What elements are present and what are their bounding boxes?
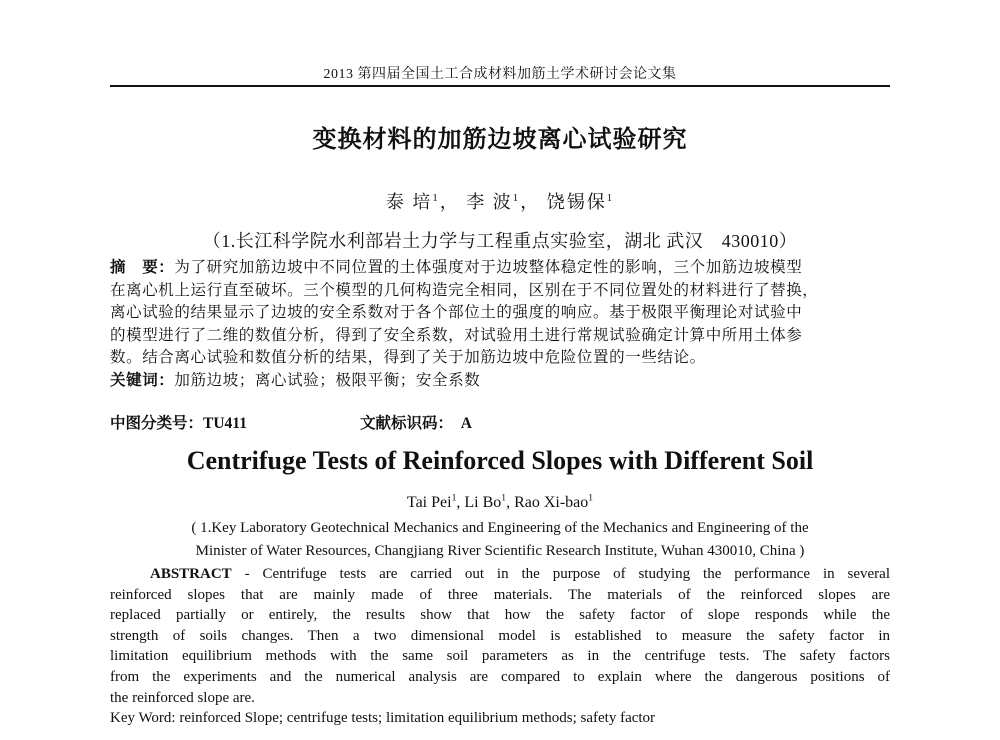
cn-keywords: 加筋边坡；离心试验；极限平衡；安全系数 bbox=[174, 371, 481, 389]
en-title: Centrifuge Tests of Reinforced Slopes with Different Soil bbox=[186, 446, 814, 475]
cn-document-code bbox=[360, 411, 472, 433]
en-author-3: Rao Xi-bao bbox=[514, 494, 589, 511]
en-keywords bbox=[110, 710, 655, 727]
cn-abstract bbox=[110, 257, 890, 393]
cn-authors: 泰 培$^1$， 李 波$^1$， 饶锡保$^1$ bbox=[385, 192, 615, 212]
cn-classification bbox=[110, 411, 247, 433]
en-abstract-line: the reinforced slope are. bbox=[110, 689, 255, 706]
cn-abstract-label: 摘 要： bbox=[110, 259, 175, 276]
en-keywords-text: reinforced Slope; centrifuge tests; limitation equilibrium methods; safety factor bbox=[175, 710, 656, 726]
cn-author-2: 李 波 bbox=[466, 192, 513, 212]
cn-author-1: 泰 培 bbox=[385, 192, 433, 212]
en-author-1-sup: 1 bbox=[451, 492, 457, 504]
en-abstract-line: reinforced slopes that are mainly made of three materials. The materials of the reinforced slopes are bbox=[110, 586, 890, 603]
cn-keywords-label: 关键词： bbox=[110, 371, 175, 389]
en-abstract-line: strength of soils changes. Then a two dimensional model is established to measure the safety factor in bbox=[110, 627, 890, 644]
running-header: 2013 第四届全国土工合成材料加筋土学术研讨会论文集 bbox=[323, 67, 677, 82]
cn-abstract-line: 在离心机上运行直至破坏。三个模型的几何构造完全相同，区别在于不同位置处的材料进行了替换， bbox=[110, 281, 819, 299]
cn-classification-value: TU411 bbox=[203, 415, 247, 432]
en-abstract-line bbox=[110, 564, 890, 585]
cn-title: 变换材料的加筋边坡离心试验研究 bbox=[312, 127, 688, 153]
cn-author-3: 饶锡保 bbox=[546, 192, 607, 212]
cn-abstract-text: 为了研究加筋边坡中不同位置的土体强度对于边坡整体稳定性的影响，三个加筋边坡模型 bbox=[174, 259, 803, 276]
cn-abstract-line: 的模型进行了二维的数值分析，得到了安全系数，对试验用土进行常规试验确定计算中所用土体参 bbox=[110, 326, 803, 344]
cn-author-1-sup: 1 bbox=[432, 192, 440, 204]
en-keywords-label: Key Word: bbox=[110, 710, 176, 726]
cn-author-2-sup: 1 bbox=[512, 192, 521, 204]
cn-doccode-value: A bbox=[460, 415, 472, 432]
en-abstract-text: - Centrifuge tests are carried out in the purpose of studying the performance in several bbox=[231, 566, 890, 582]
cn-abstract-line: 离心试验的结果显示了边坡的安全系数对于各个部位土的强度的响应。基于极限平衡理论对试验中 bbox=[110, 304, 803, 322]
en-author-2-sup: 1 bbox=[501, 492, 507, 504]
en-authors: Tai Pei$^1$, Li Bo$^1$, Rao Xi-bao$^1$ bbox=[406, 492, 594, 511]
en-abstract-line: limitation equilibrium methods with the same soil parameters as in the centrifuge tests. The safety factors bbox=[110, 648, 890, 665]
en-abstract bbox=[110, 564, 890, 708]
en-author-1: Tai Pei bbox=[406, 494, 452, 511]
en-abstract-label: ABSTRACT bbox=[150, 566, 232, 582]
header-rule bbox=[110, 85, 890, 87]
en-author-2: Li Bo bbox=[464, 494, 502, 511]
en-affiliation bbox=[110, 517, 890, 563]
en-author-3-sup: 1 bbox=[588, 492, 594, 504]
en-affiliation-line: ( 1.Key Laboratory Geotechnical Mechanics and Engineering of the Mechanics and Engineering of the bbox=[191, 520, 809, 536]
en-abstract-line: replaced partially or entirely, the results show that how the safety factor of slope responds while the bbox=[110, 607, 890, 624]
cn-classification-label: 中图分类号： bbox=[110, 415, 204, 432]
cn-doccode-label: 文献标识码： bbox=[360, 415, 454, 432]
en-abstract-line: from the experiments and the numerical analysis are compared to explain where the dangerous positions of bbox=[110, 668, 890, 685]
cn-abstract-line bbox=[110, 257, 890, 280]
cn-affiliation: （1.长江科学院水利部岩土力学与工程重点实验室，湖北 武汉 430010） bbox=[202, 231, 798, 251]
cn-keywords-line bbox=[110, 370, 890, 393]
en-affiliation-line: Minister of Water Resources, Changjiang River Scientific Research Institute, Wuhan 430010, China ) bbox=[195, 543, 805, 559]
cn-author-3-sup: 1 bbox=[606, 192, 615, 204]
cn-abstract-line: 数。结合离心试验和数值分析的结果，得到了关于加筋边坡中危险位置的一些结论。 bbox=[110, 349, 706, 367]
